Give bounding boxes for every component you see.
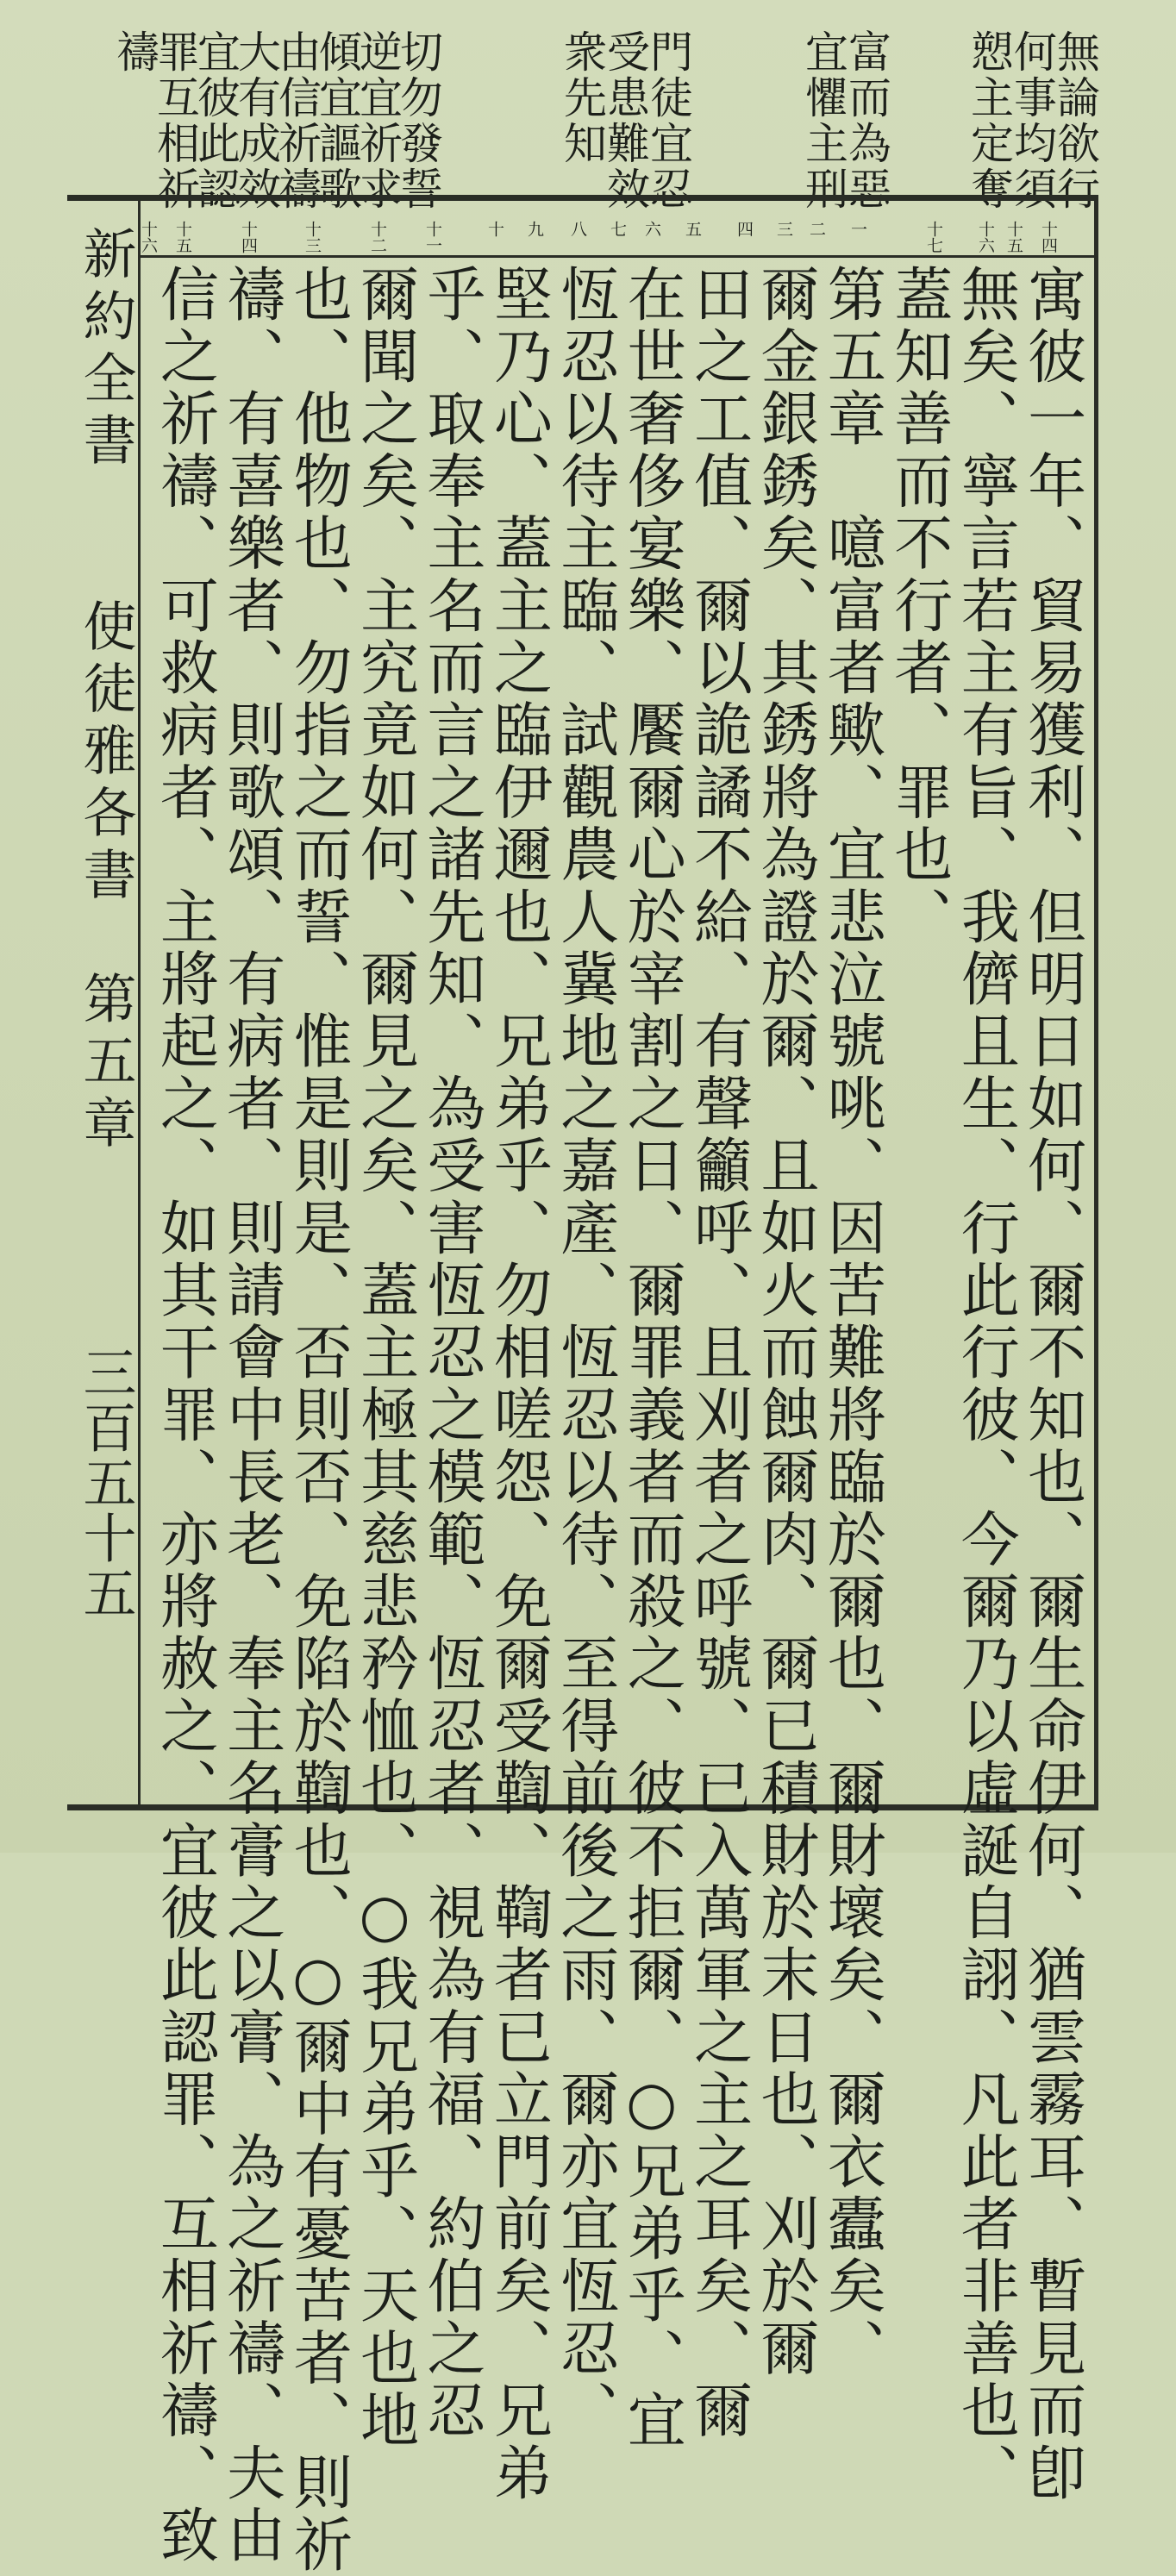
headnote-group-2 (798, 29, 891, 212)
verse-marker: 十三 (303, 221, 322, 253)
headnote-line: 宜懼主刑 (798, 29, 848, 212)
headnote-line: 切勿發誓 (393, 29, 443, 212)
headnote-line: 無論欲行 (1050, 29, 1100, 212)
headnote-line: 大有成效 (231, 29, 281, 212)
page-number: 三百五十五 (74, 1345, 137, 1621)
verse-marker: 二 (807, 221, 826, 237)
verse-marker: 十二 (368, 221, 387, 253)
headnote-line: 罪互相祈 (150, 29, 200, 212)
text-column: 乎、取奉主名而言之諸先知、為受害恆忍之模範、恆忍者、視為有福、約伯之忍 (417, 264, 485, 2442)
headnote-line: 傾宜謳歌 (312, 29, 362, 212)
headnote-line: 宜彼此認 (191, 29, 241, 212)
verse-marker: 五 (683, 221, 702, 237)
verse-marker: 十五 (1004, 221, 1023, 253)
text-column: 信之祈禱、可救病者、主將起之、如其干罪、亦將赦之、宜彼此認罪、互相祈禱、致 (150, 264, 219, 2567)
verse-marker: 四 (735, 221, 754, 237)
headnote-line: 由信祈禱 (272, 29, 322, 212)
headnote-line: 禱 (109, 29, 160, 75)
headnote-group-4 (109, 29, 443, 212)
verse-marker: 一 (848, 221, 867, 237)
verse-marker: 八 (568, 221, 587, 237)
headnote-group-1 (964, 29, 1100, 212)
verse-marker: 十一 (423, 221, 442, 253)
verse-marker: 十六 (139, 221, 158, 253)
text-column: 堅乃心、蓋主之臨伊邇也、兄弟乎、勿相嗟怨、免爾受鞫、鞫者已立門前矣、兄弟 (484, 264, 553, 2505)
text-column: 無矣、寧言若主有旨、我儕且生、行此行彼、今爾乃以虛誕自詡、凡此者非善也、 (951, 264, 1020, 2505)
text-column: 爾聞之矣、主究竟如何、爾見之矣、蓋主極其慈悲矜恤也、○我兄弟乎、天也地 (350, 264, 419, 2452)
text-column: 爾金銀銹矣、其銹將為證於爾、且如火而蝕爾肉、爾已積財於末日也、刈於爾 (751, 264, 819, 2380)
running-title-divider (138, 195, 141, 1810)
verse-marker: 三 (774, 221, 793, 237)
headnote-group-3 (557, 29, 693, 212)
verse-marker: 十五 (173, 221, 192, 253)
headnote-line: 受患難效 (600, 29, 650, 212)
verse-marker: 十四 (1039, 221, 1058, 253)
text-column: 也、他物也、勿指之而誓、惟是則是、否則否、免陷於鞫也、○爾中有憂苦者、則祈 (284, 264, 353, 2576)
text-column: 蓋知善而不行者、罪也、 (884, 264, 953, 949)
headnote-line: 愬主定奪 (964, 29, 1014, 212)
text-column: 田之工值、爾以詭譎不給、有聲籲呼、且刈者之呼號、已入萬軍之主之耳矣、爾 (684, 264, 753, 2442)
headnote-line: 何事均須 (1007, 29, 1057, 212)
text-column: 禱、有喜樂者、則歌頌、有病者、則請會中長老、奉主名膏之以膏、為之祈禱、夫由 (216, 264, 285, 2567)
verse-marker: 九 (525, 221, 544, 237)
text-column: 第五章 噫富者歟、宜悲泣號咷、因苦難將臨於爾也、爾財壞矣、爾衣蠹矣、 (817, 264, 886, 2380)
text-column: 寓彼一年、貿易獲利、但明日如何、爾不知也、爾生命伊何、猶雲霧耳、暫見而卽 (1017, 264, 1086, 2505)
headnote-line: 富而為惡 (841, 29, 891, 212)
running-title: 新約全書 使徒雅各書 第五章 (74, 226, 137, 1157)
verse-marker: 十 (485, 221, 504, 237)
headnote-line: 衆先知 (557, 29, 607, 166)
text-column: 在世奢侈宴樂、饜爾心於宰割之日、爾罪義者而殺之、彼不拒爾、○兄弟乎、宜 (617, 264, 686, 2452)
text-column: 恆忍以待主臨、試觀農人冀地之嘉產、恆忍以待、至得前後之雨、爾亦宜恆忍、 (550, 264, 619, 2442)
verse-marker: 十七 (924, 221, 943, 253)
verse-marker: 六 (642, 221, 661, 237)
verse-marker: 十六 (976, 221, 995, 253)
verse-marker: 十四 (239, 221, 258, 253)
headnote-line: 逆宜祈求 (353, 29, 403, 212)
headnote-line: 門徒宜忍 (643, 29, 693, 212)
verse-marker: 七 (608, 221, 627, 237)
